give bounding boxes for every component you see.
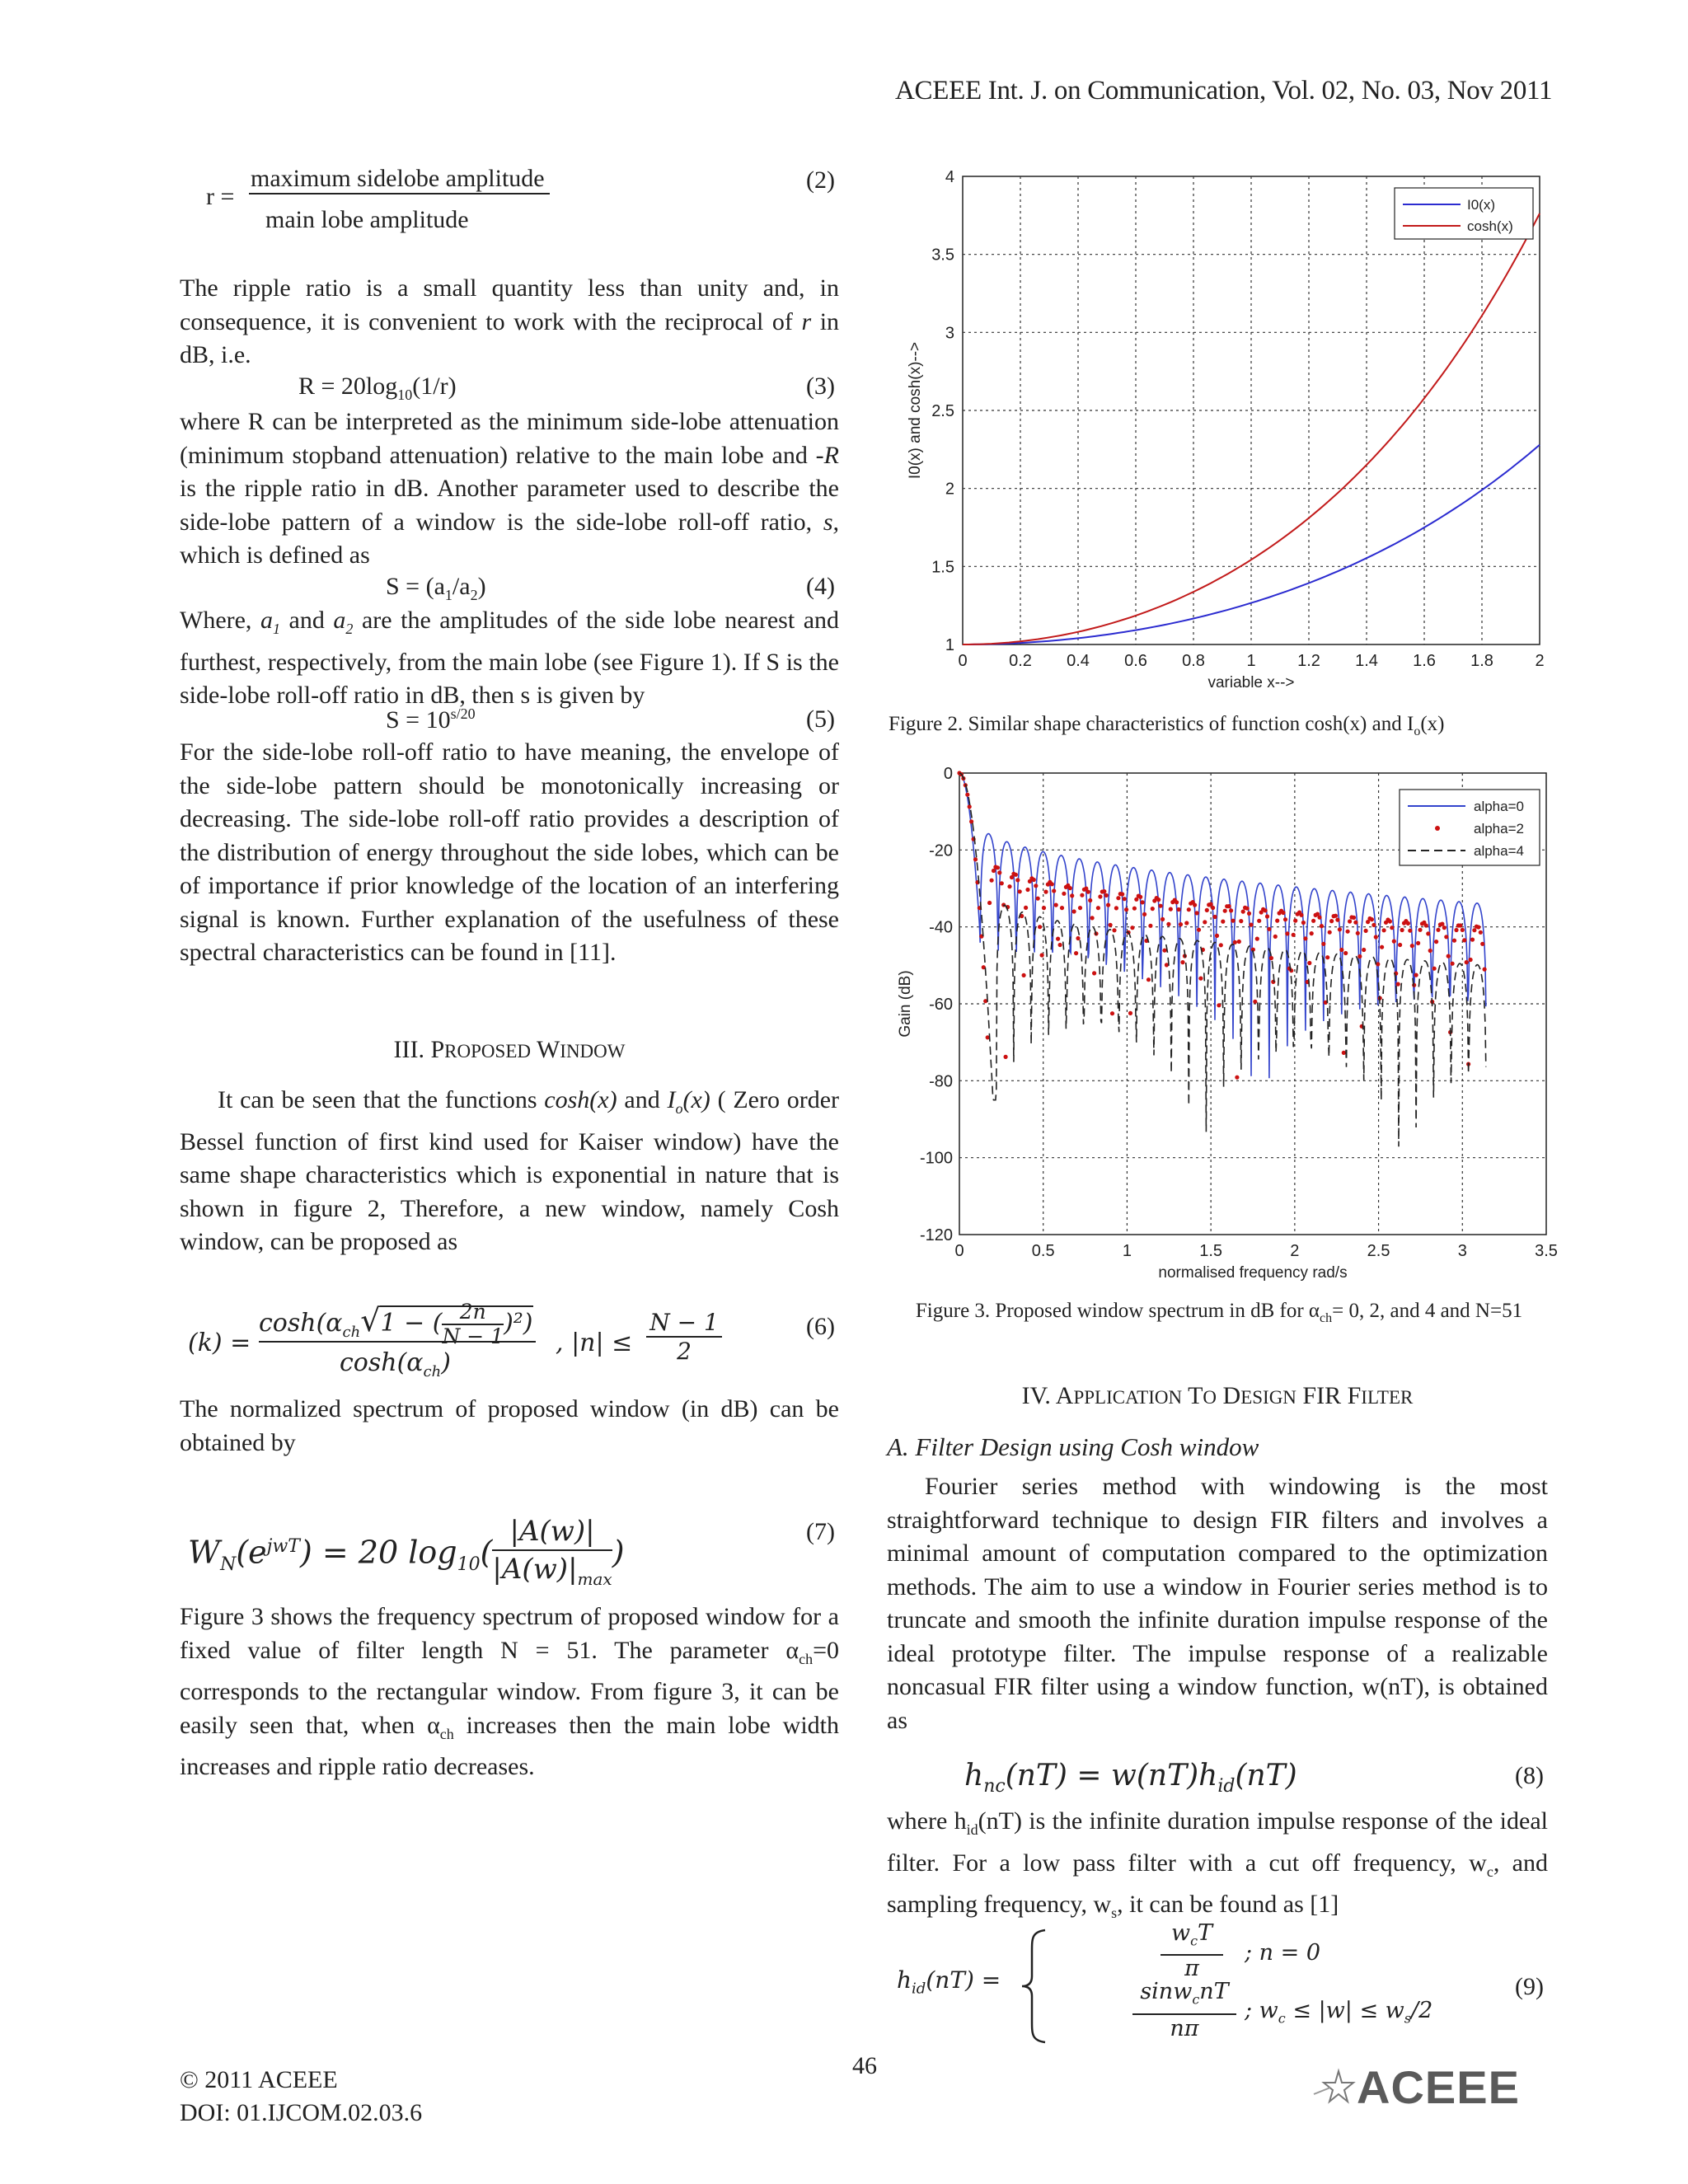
series-dot [1056,937,1060,941]
series-dot [1060,906,1064,910]
series-dot [1465,960,1469,964]
series-dot [1388,919,1392,923]
series-dot [1479,930,1483,935]
aceee-logo: ACEEE [1314,2060,1520,2114]
legend-label: alpha=4 [1474,843,1524,859]
series-dot [1184,921,1189,925]
series-dot [1343,951,1348,955]
series-dot [1018,889,1022,893]
series-dot [1390,926,1394,930]
series-dot [1428,949,1432,953]
series-dot [1159,904,1163,908]
series-dot [1198,977,1203,981]
series-dot [1072,909,1076,913]
series-dot [1264,908,1268,912]
series-dot [1253,1000,1257,1004]
figure2-caption: Figure 2. Similar shape characteristics of function cosh(x) and $I_o(x)$ [889,713,1445,738]
eq6-fraction-bar [259,1341,536,1343]
series-dot [1325,955,1329,959]
eq3: $R = 20\log_{10}(1/r)$ [298,373,457,403]
eq6-condition: , |n| ≤ [556,1329,633,1357]
y-tick-label: 1 [945,636,954,654]
series-dot [1285,931,1289,935]
x-tick-label: 0 [958,652,968,670]
series-dot [1414,973,1418,977]
eq5: $S = 10^{s/20}$ [386,705,476,733]
series-dot [1334,914,1338,918]
series-dot [1123,897,1127,901]
series-dot [1203,920,1207,924]
section-heading-application: IV. APPLICATION TO DESIGN FIR FILTER [1021,1382,1414,1409]
eq2-numerator: maximum sidelobe amplitude [249,165,550,194]
y-tick-label: 0 [943,765,953,783]
series-dot [1235,1076,1239,1080]
section-heading-proposed-window: III. PROPOSED WINDOW [393,1036,626,1063]
series-dot [1364,929,1368,933]
series-dot [1034,883,1038,888]
series-dot [1273,935,1278,939]
eq6-lhs: (k) = [188,1329,251,1357]
series-dot [1231,919,1235,923]
y-axis-label: Gain (dB) [897,970,914,1038]
footer-left [180,2064,422,2130]
series-dot [1338,927,1342,931]
eq4-number: (4) [806,573,835,600]
series-dot [1223,909,1227,913]
x-tick-label: 1 [1122,1242,1132,1260]
series-dot [1396,982,1400,987]
series-dot [1370,917,1374,921]
series-dot [1062,892,1066,896]
x-tick-label: 1.5 [1199,1242,1223,1260]
series-dot [1307,961,1311,965]
series-dot [1301,921,1306,925]
series-dot [1239,919,1243,923]
series-dot [1418,928,1422,932]
series-dot [1022,973,1026,977]
series-dot [1452,939,1456,943]
series-dot [1219,943,1223,947]
series-dot [1221,920,1225,924]
eq8: $h_{nc}(nT) = w(nT)h_{id}(nT)$ [964,1759,1297,1797]
series-dot [1015,878,1020,882]
y-tick-label: 4 [945,168,954,186]
series-dot [1398,943,1402,947]
series-dot [1469,958,1473,962]
paragraph-ideal-filter: where $h_{id}(nT)$ is the infinite duration impulse response of the ideal filter. For a low pass filter with a cut off frequency, $w_c$, and sampling frequency, $w_s$, it can be found as [1] [887,1807,1548,1921]
eq9-brace [1019,1927,1052,2046]
series-dot [1352,916,1356,920]
series-dot [1169,907,1173,912]
series-dot [1233,940,1237,944]
series-dot [997,870,1001,874]
series-dot [1124,907,1128,912]
series-dot [1293,919,1297,923]
series-dot [1275,919,1279,923]
journal-header: ACEEE Int. J. on Communication, Vol. 02, No. 03, Nov 2011 [895,76,1553,105]
x-tick-label: 3.5 [1535,1242,1558,1260]
series-dot [1074,951,1078,955]
y-tick-label: 3 [945,324,954,343]
series-dot [1138,895,1142,899]
series-dot [965,793,969,797]
series-dot [1416,941,1420,945]
eq9-case1-condition: ; n = 0 [1245,1940,1321,1966]
series-dot [1451,962,1455,966]
series-dot [1215,934,1219,938]
series-dot [1040,953,1044,957]
paragraph-figure3-description: Figure 3 shows the frequency spectrum of proposed window for a fixed value of filter length N = 51. The parameter $\alpha_{ch}=0$ corresponds to the rectangular window. From figure 3, it can be easily seen that, when $\alpha_{ch}$ increases then the main lobe width increases and ripple ratio decreases. [180,1603,840,1780]
series-dot [1195,911,1199,915]
series-dot [1269,956,1273,960]
series-dot [1247,912,1251,916]
series-dot [1042,906,1046,910]
series-dot [1148,924,1152,928]
subsection-heading: A. Filter Design using Cosh window [887,1432,1259,1461]
series-dot [1356,931,1360,935]
series-dot [1205,908,1209,912]
series-dot [1281,911,1285,915]
series-dot [1317,916,1321,920]
series-dot [1470,938,1475,942]
series-dot [1068,886,1072,890]
x-tick-label: 3 [1457,1242,1467,1260]
series-dot [1025,888,1029,892]
series-dot [1014,873,1018,877]
series-dot [1406,921,1410,926]
series-dot [1211,906,1215,910]
series-dot [1436,928,1440,932]
series-dot [1462,938,1466,942]
series-dot [1090,916,1095,920]
eq6-numerator: $\cosh(\alpha_{ch}√1$ − ( $\frac{2n}{N - 1}$ )²) [259,1300,533,1348]
y-tick-label: -120 [919,1226,953,1244]
series-dot [1128,1011,1132,1015]
x-tick-label: 0.2 [1009,652,1032,670]
doi: DOI: 01.IJCOM.02.03.6 [180,2099,423,2126]
series-dot [1120,892,1124,896]
series-dot [1080,893,1084,898]
eq9-case1-fraction: $w_cT$ π [1160,1920,1223,1982]
series-dot [1032,878,1036,882]
series-dot [1036,897,1040,901]
series-dot [1166,922,1170,926]
series-dot [1408,929,1412,933]
x-tick-label: 0 [954,1242,964,1260]
paragraph-rolloff: For the side-lobe roll-off ratio to have meaning, the envelope of the side-lobe pattern should be monotonically increasing or decreasing. The side-lobe roll-off ratio provides a description of the distribution of energy throughout the side lobes, which can be of importance if prior knowledge of the location of an interfering signal is known. Further explanation of the usefulness of these spectral characteristics can be found in [11]. [180,738,839,966]
y-axis-label: I0(x) and cosh(x)--> [907,341,924,480]
paragraph-amplitudes: Where, $a_1$ and $a_2$ are the amplitudes of the side lobe nearest and furthest, respectively, from the main lobe (see Figure 1). If S is the side-lobe roll-off ratio in dB, then s is given by [180,607,840,709]
series-dot [1310,931,1314,935]
series-dot [1440,922,1444,926]
series-dot [1130,926,1134,930]
series-dot [1043,890,1048,894]
series-dot [1442,926,1447,930]
y-tick-label: 2 [945,480,954,499]
y-tick-label: -40 [929,918,953,937]
series-dot [1267,927,1271,931]
series-dot [1052,888,1056,893]
series-dot [1193,903,1197,907]
x-tick-label: 1.4 [1355,652,1378,670]
series-dot [1339,948,1343,952]
series-dot [1227,904,1231,908]
eq9-number: (9) [1515,1973,1544,2000]
series-dot [1257,919,1261,923]
series-dot [1024,906,1028,910]
series-dot [1380,945,1384,949]
legend-swatch [1435,826,1440,831]
figure2-chart [892,163,1551,707]
eq5-number: (5) [806,705,835,733]
x-tick-label: 1.6 [1413,652,1436,670]
series-dot [987,901,992,905]
series-dot [1088,898,1092,902]
series-dot [1086,890,1090,894]
series-dot [1346,930,1350,934]
x-tick-label: 2.5 [1367,1242,1390,1260]
series-dot [1156,898,1160,902]
series-dot [1362,948,1366,952]
eq4: $S = (a_1/a_2)$ [386,573,486,603]
series-dot [1054,903,1058,907]
y-tick-label: 3.5 [931,246,954,265]
x-tick-label: 0.5 [1031,1242,1055,1260]
series-dot [1180,960,1184,964]
x-tick-label: 1.2 [1297,652,1320,670]
series-dot [1480,942,1484,946]
eq2-number: (2) [806,166,835,194]
series-dot [1392,940,1396,944]
paragraph-proposed: It can be seen that the functions cosh(x) and $I_o(x)$ ( Zero order Bessel function of first kind used for Kaiser window) have the same shape characteristics which is exponential in nature that is shown in figure 2, Therefore, a new window, namely Cosh window, can be proposed as [180,1086,840,1255]
x-tick-label: 0.6 [1124,652,1147,670]
series-dot [1000,881,1004,885]
series-dot [1434,940,1438,944]
series-dot [1116,896,1120,900]
series-dot [1217,1003,1221,1007]
legend-label: I0(x) [1467,197,1495,213]
series-dot [1102,889,1106,893]
series-dot [1241,910,1245,914]
legend-label: alpha=0 [1474,799,1524,814]
series-dot [990,879,994,883]
series-dot [1004,1055,1008,1059]
series-dot [1461,928,1465,932]
series-dot [1342,1051,1346,1055]
series-dot [996,865,1000,869]
x-tick-label: 1 [1246,652,1256,670]
paragraph-ripple: The ripple ratio is a small quantity less than unity and, in consequence, it is convenient to work with the reciprocal of r in dB, i.e. [180,274,840,368]
x-tick-label: 2 [1290,1242,1300,1260]
series-dot [1212,915,1217,919]
page-number: 46 [852,2052,877,2079]
series-dot [1432,967,1437,971]
y-tick-label: -100 [919,1149,953,1168]
copyright: © 2011 ACEEE [180,2066,338,2093]
series-dot [1348,919,1352,923]
series-dot [1271,980,1275,984]
series-dot [1335,918,1339,922]
series-dot [1245,907,1250,911]
series-dot [1098,894,1102,898]
series-dot [1096,906,1100,910]
series-dot [1320,924,1324,928]
series-dot [1283,917,1287,921]
series-dot [1374,935,1378,939]
series-dot [1458,923,1462,927]
series-dot [973,857,978,861]
paragraph-normalized-spectrum: The normalized spectrum of proposed window (in dB) can be obtained by [180,1395,839,1456]
series-dot [1476,925,1480,929]
y-tick-label: -60 [929,996,953,1014]
y-tick-label: 2.5 [931,402,954,420]
x-tick-label: 0.8 [1182,652,1205,670]
series-dot [1114,906,1118,910]
eq9-case2-fraction: sinw$_c$nT nπ [1132,1978,1236,2043]
series-dot [1353,921,1357,925]
eq2-denominator: main lobe amplitude [265,206,469,233]
series-dot [1454,928,1458,932]
series-dot [1132,907,1137,911]
eq6-number: (6) [806,1313,835,1340]
figure3-caption: Figure 3. Proposed window spectrum in dB for $\alpha_{ch}= 0$, 2, and 4 and N=51 [915,1300,1523,1325]
series-dot [1146,977,1151,982]
eq6-denominator: $\cosh(\alpha_{ch})$ [340,1348,451,1380]
series-dot [1187,907,1191,912]
series-dot [1321,942,1325,946]
paragraph-sidelobe: where R can be interpreted as the minimum side-lobe attenuation (minimum stopband attenuation) relative to the main lobe and -R is the ripple ratio in dB. Another parameter used to describe the side-lobe pattern of a window is the side-lobe roll-off ratio, s, which is defined as [180,408,840,569]
y-tick-label: -20 [929,841,953,860]
eq7-number: (7) [806,1518,835,1545]
series-dot [1424,923,1428,927]
x-tick-label: 1.8 [1470,652,1493,670]
series-dot [1303,936,1307,940]
paragraph-fourier: Fourier series method with windowing is the most straightforward technique to design FIR filters and involves a minimal amount of computation compared to the optimization methods. The aim to use a window in Fourier series method is to truncate and smooth the infinite duration impulse response of the ideal prototype filter. The impulse response of a realizable noncasual FIR filter using a window function, w(nT), is obtained as [887,1473,1548,1734]
x-tick-label: 0.4 [1067,652,1090,670]
series-dot [1177,907,1181,912]
series-dot [1175,900,1179,904]
star-logo-icon [1314,2069,1357,2106]
series-dot [1328,930,1332,935]
series-dot [1311,919,1315,923]
series-dot [1372,923,1376,927]
eq7: $W_N(e^{jwT}) = 20$ $\log_{10}$( |A(w)| $|A(w)|_{max}$ ) [188,1515,625,1589]
series-dot [1209,902,1213,907]
series-dot [1400,928,1404,932]
x-axis-label: variable x--> [1207,674,1295,691]
legend-label: alpha=2 [1474,821,1524,837]
series-dot [1265,914,1269,918]
series-dot [1109,923,1113,927]
eq2-lhs: r = [206,183,235,210]
series-dot [1151,907,1155,911]
x-tick-label: 2 [1535,652,1545,670]
eq9-lhs: $h_{id}(nT)$ = [897,1966,1001,1998]
eq9-case2-condition: ; $w_c \le |w| \le w_s/2$ [1245,1998,1433,2027]
eq8-number: (8) [1515,1762,1544,1789]
series-dot [1299,913,1303,917]
series-dot [1472,928,1476,932]
series-dot [1229,908,1233,912]
series-dot [1249,923,1253,927]
series-dot [1058,943,1062,947]
series-dot [1292,933,1296,937]
eq6-condition-fraction: N − 1 2 [646,1309,722,1365]
series-dot [1078,906,1082,910]
series-dot [1447,954,1451,958]
series-dot [1050,882,1054,886]
series-dot [1329,919,1334,923]
y-tick-label: 1.5 [931,558,954,577]
legend-label: cosh(x) [1467,218,1513,234]
series-dot [1412,983,1416,987]
series-dot [1444,935,1448,939]
figure3-chart [889,757,1558,1284]
series-dot [1382,928,1386,932]
series-dot [1076,936,1080,940]
series-dot [1197,928,1201,932]
series-dot [1141,900,1145,904]
series-dot [1410,944,1414,948]
series-dot [1179,922,1183,926]
y-tick-label: -80 [929,1072,953,1091]
eq3-number: (3) [806,373,835,400]
series-dot [1104,893,1109,898]
series-dot [1038,925,1042,929]
series-dot [992,869,996,873]
series-dot [1110,1011,1114,1015]
series-dot [1483,968,1487,972]
series-dot [1142,912,1146,916]
series-dot [1112,928,1116,932]
series-dot [1426,931,1430,935]
series-dot [968,804,972,808]
series-dot [1255,937,1259,941]
series-dot [1160,917,1165,921]
series-dot [1070,893,1074,898]
series-dot [1007,884,1011,888]
series-dot [1357,954,1362,958]
series-dot [1106,903,1110,907]
series-dot [1237,940,1241,944]
x-axis-label: normalised frequency rad/s [1158,1264,1348,1282]
series-dot [1092,971,1096,975]
series-dot [1162,949,1166,953]
